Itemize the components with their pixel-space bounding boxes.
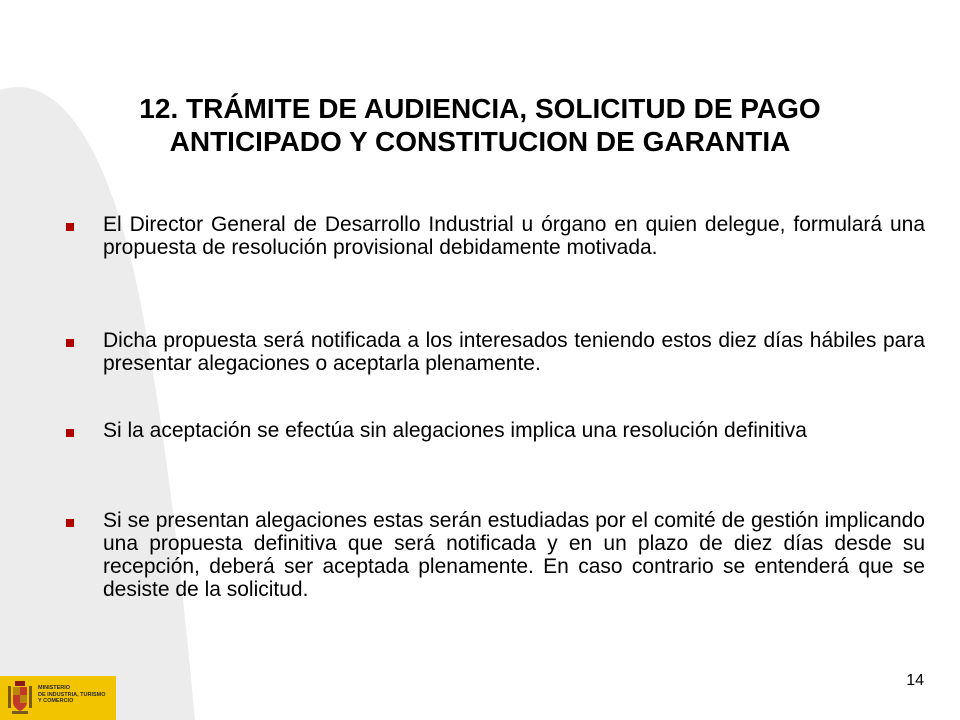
- bullet-text-2: Dicha propuesta será notificada a los interesados teniendo estos diez días hábiles para presentar alegaciones o aceptarla plenamente.: [103, 329, 925, 375]
- logo-line-3: Y COMERCIO: [38, 698, 74, 704]
- ministry-logo: [0, 676, 116, 720]
- logo-line-1: MINISTERIO: [38, 685, 71, 691]
- page-number: 14: [906, 672, 924, 689]
- coat-of-arms-icon: [6, 680, 34, 716]
- logo-line-2: DE INDUSTRIA, TURISMO: [38, 691, 106, 698]
- square-bullet-icon: [66, 339, 74, 347]
- slide-title: [40, 92, 920, 158]
- bullet-text-1: El Director General de Desarrollo Industrial u órgano en quien delegue, formulará una propuesta de resolución provisional debidamente motivada.: [103, 213, 925, 259]
- bullet-text-3: Si la aceptación se efectúa sin alegaciones implica una resolución definitiva: [103, 419, 807, 442]
- square-bullet-icon: [66, 223, 74, 231]
- square-bullet-icon: [66, 519, 74, 527]
- square-bullet-icon: [66, 429, 74, 437]
- logo-text: [38, 685, 106, 705]
- slide-title-line-2: ANTICIPADO Y CONSTITUCION DE GARANTIA: [169, 126, 791, 157]
- slide-title-line-1: 12. TRÁMITE DE AUDIENCIA, SOLICITUD DE PAGO: [139, 93, 821, 124]
- bullet-text-4: Si se presentan alegaciones estas serán estudiadas por el comité de gestión implicando una propuesta definitiva que será notificada y en un plazo de diez días desde su recepción, deberá ser aceptada plenamente. En caso contrario se entenderá que se desiste de la solicitud.: [103, 509, 925, 601]
